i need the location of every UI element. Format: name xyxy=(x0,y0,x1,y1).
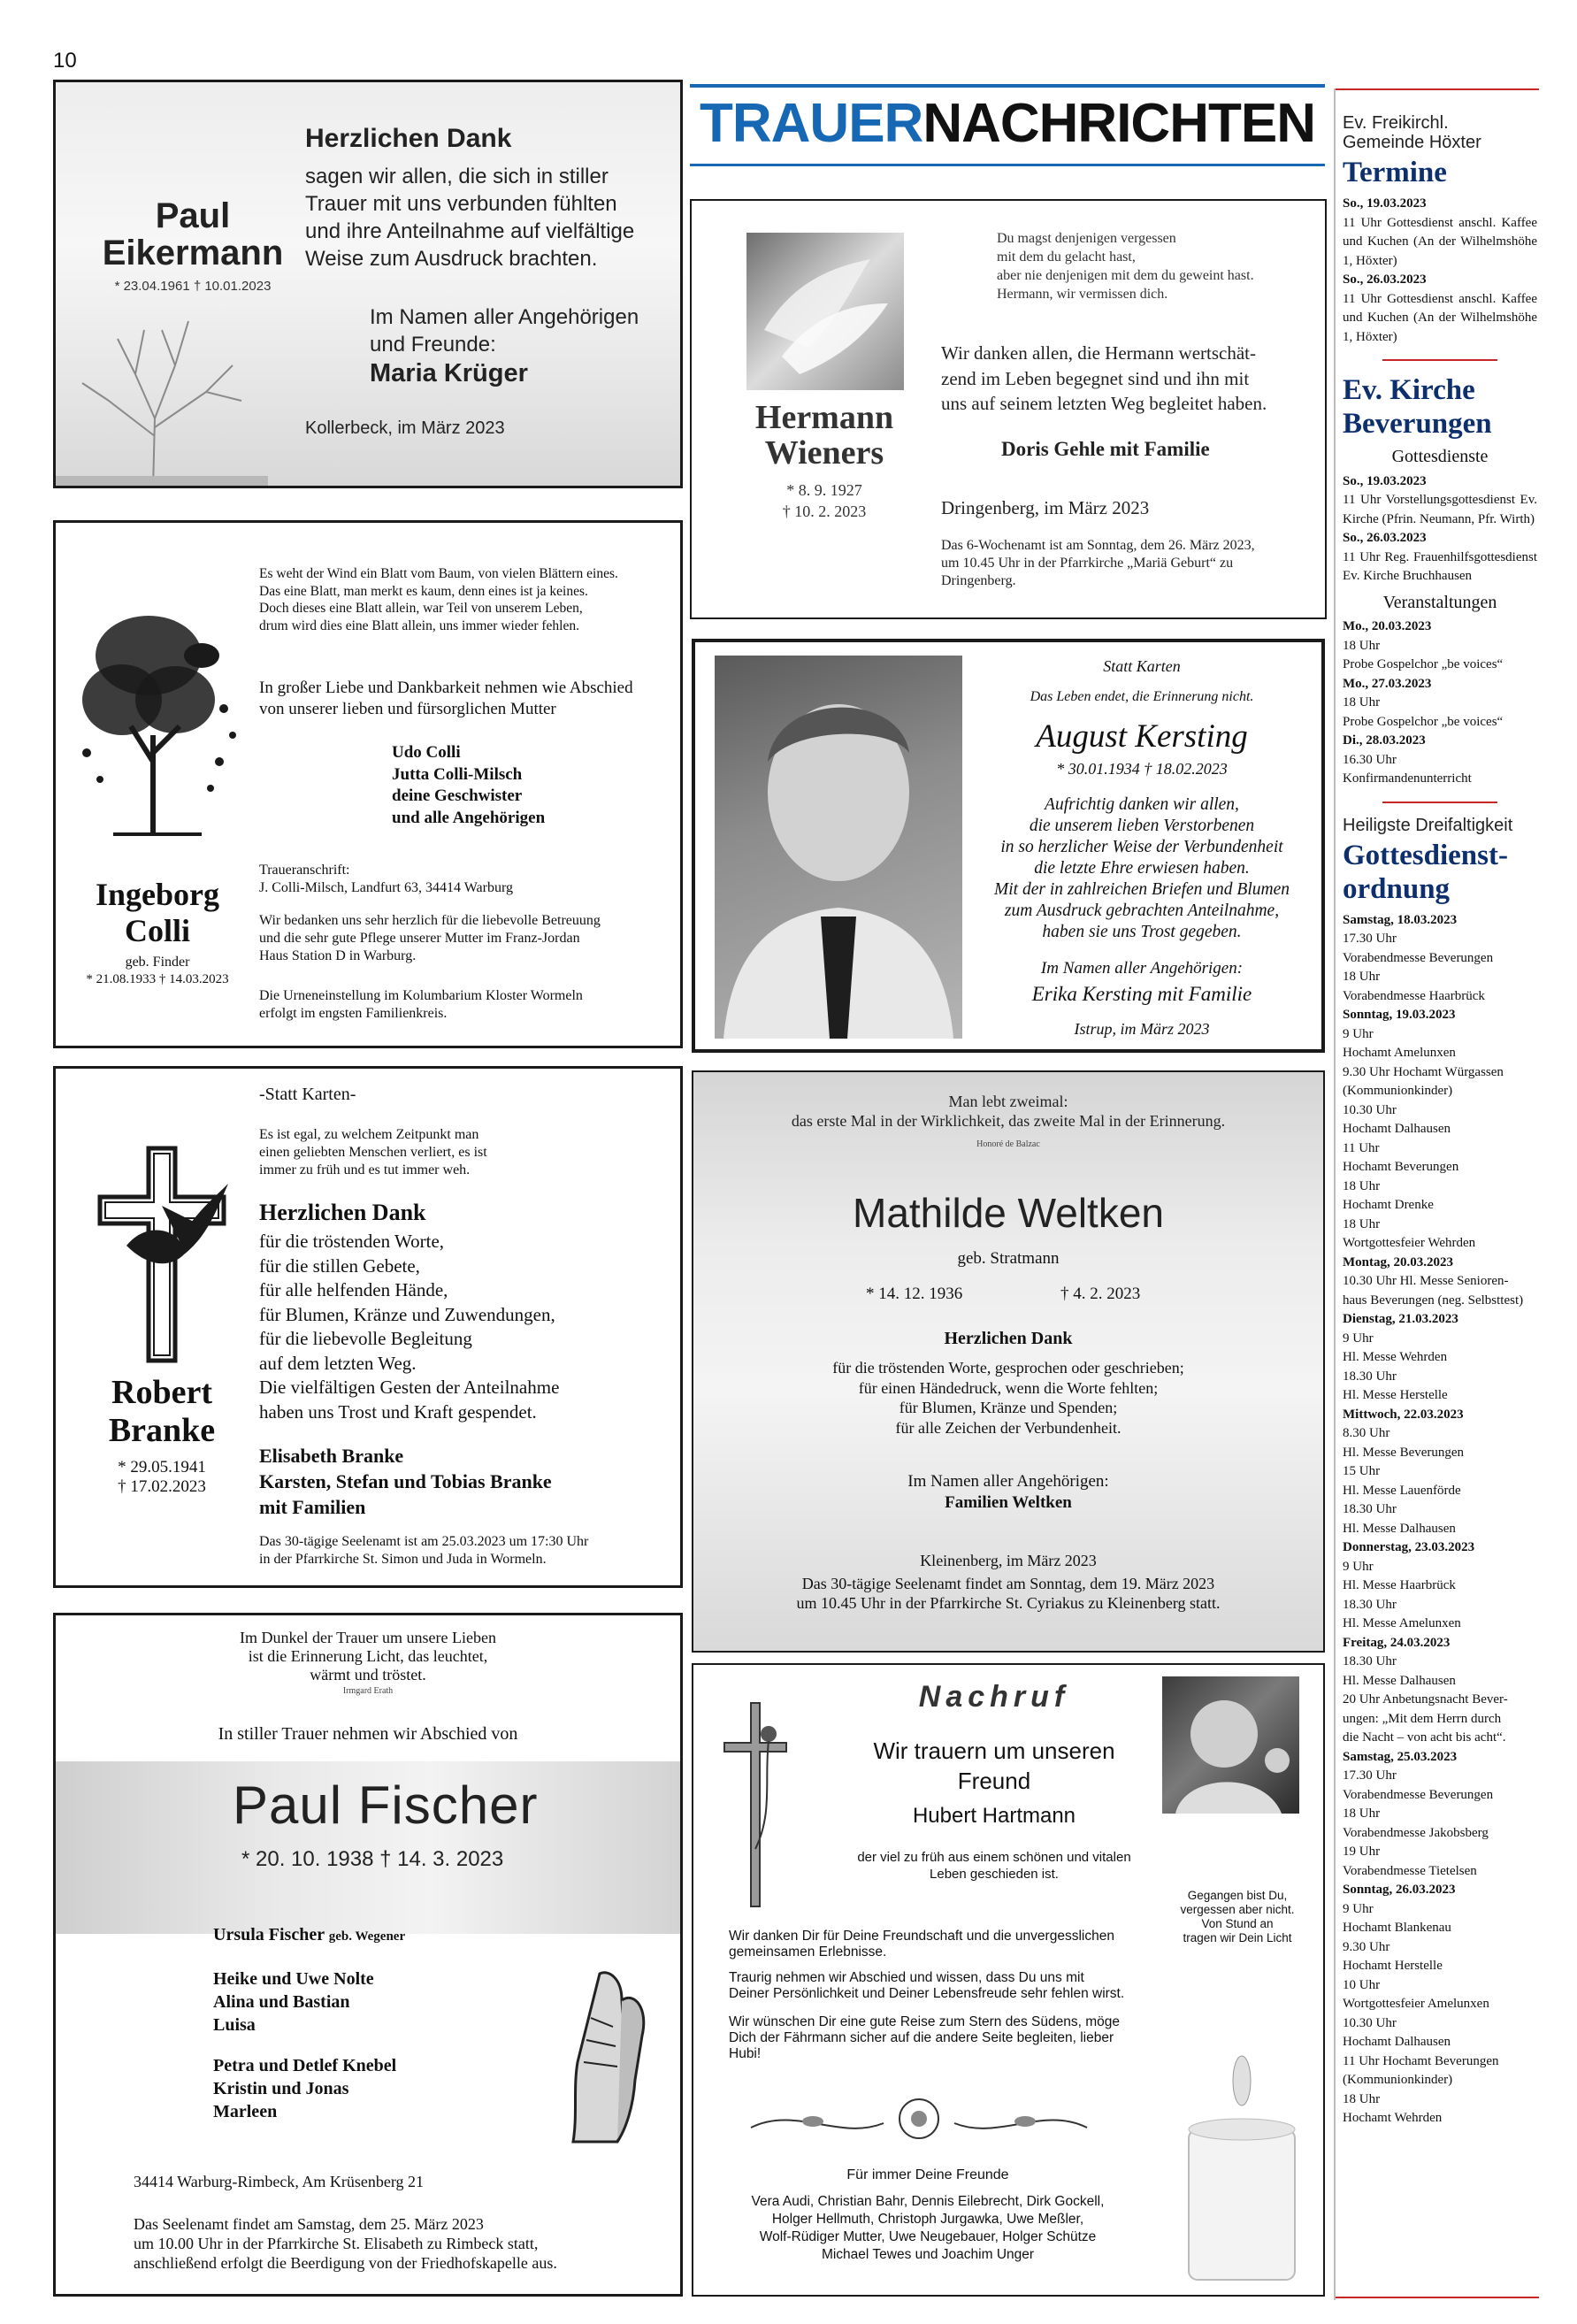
deceased-dates: * 29.05.1941 † 17.02.2023 xyxy=(118,1458,206,1496)
thanks-heading: Herzlichen Dank xyxy=(944,1329,1073,1348)
dreifaltigkeit-subtitle: Heiligste Dreifaltigkeit xyxy=(1343,815,1513,835)
intro-text: In stiller Trauer nehmen wir Abschied von xyxy=(218,1724,518,1744)
dreifaltigkeit-entry xyxy=(1343,1310,1537,1406)
paragraph-3: Wir wünschen Dir eine gute Reise zum Stern des Südens, möge Dich der Fährmann sicher auf die andere Seite begleiten, lieber Hubi! xyxy=(729,2014,1120,2061)
cross-rose-image xyxy=(720,1699,791,1911)
beverungen-entry xyxy=(1343,732,1537,789)
thanks-body: für die tröstenden Worte, für die stillen Gebete, für alle helfenden Hände, für Blumen, Kränze und Zuwendungen, für die liebevolle Begleitung auf dem letzten Weg. Die vielfältigen Gesten der Anteilnahme haben uns Trost und Kraft gespendet. xyxy=(259,1231,560,1423)
dreifaltigkeit-entry xyxy=(1343,1748,1537,1882)
requiem-info: Das 30-tägige Seelenamt ist am 25.03.2023 um 17:30 Uhr in der Pfarrkirche St. Simon und Juda in Wormeln. xyxy=(259,1534,589,1567)
entry-date: Dienstag, 21.03.2023 xyxy=(1343,1312,1458,1326)
dreifaltigkeit-entry xyxy=(1343,1254,1537,1311)
title: Nachruf xyxy=(918,1680,1070,1714)
entry-date: So., 26.03.2023 xyxy=(1343,531,1427,545)
names-intro: Im Namen aller Angehörigen: xyxy=(907,1472,1109,1491)
section-divider xyxy=(1382,359,1497,361)
motto: Das Leben endet, die Erinnerung nicht. xyxy=(1030,689,1254,704)
dreifaltigkeit-entry xyxy=(1343,1006,1537,1254)
notice-branke xyxy=(53,1066,683,1588)
notice-fischer xyxy=(53,1613,683,2297)
deceased-name: Hubert Hartmann xyxy=(912,1804,1076,1828)
entry-text: 9 Uhr Hochamt Amelunxen 9.30 Uhr Hochamt Würgassen (Kommunionkinder) 10.30 Uhr Hochamt Dalhausen 11 Uhr Hochamt Beverungen 18 Uhr Hochamt Drenke 18 Uhr Wortgottesfeier Wehrden xyxy=(1343,1026,1504,1250)
entry-date: Freitag, 24.03.2023 xyxy=(1343,1635,1451,1650)
freikirche-entry xyxy=(1343,271,1537,347)
section-title-black: NACHRICHTEN xyxy=(922,93,1315,154)
candle-image xyxy=(1175,2045,1308,2284)
hands-photo xyxy=(746,233,904,390)
dreifaltigkeit-entry xyxy=(1343,1538,1537,1634)
entry-text: 17.30 Uhr Vorabendmesse Beverungen 18 Uhr Vorabendmesse Haarbrück xyxy=(1343,932,1494,1003)
entry-date: Montag, 20.03.2023 xyxy=(1343,1254,1453,1269)
freikirche-subtitle: Ev. Freikirchl. Gemeinde Höxter xyxy=(1343,113,1481,152)
sidebar xyxy=(1343,113,1537,2128)
requiem-info: Das 30-tägige Seelenamt findet am Sonntag, dem 19. März 2023 um 10.45 Uhr in der Pfarrkirche St. Cyriakus zu Kleinenberg statt. xyxy=(796,1575,1221,1612)
mourning-address: Traueranschrift: J. Colli-Milsch, Landfurt 63, 34414 Warburg xyxy=(259,863,513,895)
entry-text: 11 Uhr Reg. Frauenhilfsgottesdienst Ev. Kirche Bruchhausen xyxy=(1343,549,1537,583)
beverungen-entry xyxy=(1343,529,1537,587)
family-names: Udo Colli Jutta Colli-Milsch deine Geschwister und alle Angehörigen xyxy=(392,743,546,827)
notice-eikermann xyxy=(53,80,683,488)
entry-date: Mittwoch, 22.03.2023 xyxy=(1343,1407,1464,1422)
entry-text: 9 Uhr Hl. Messe Wehrden 18.30 Uhr Hl. Messe Herstelle xyxy=(1343,1331,1448,1402)
entry-text: 18 Uhr Probe Gospelchor „be voices“ xyxy=(1343,695,1504,729)
deceased-name: Paul Eikermann xyxy=(102,196,284,272)
quote-author: Honoré de Balzac xyxy=(976,1139,1040,1149)
subtitle: der viel zu früh aus einem schönen und vitalen Leben geschieden ist. xyxy=(857,1850,1131,1882)
urn-text: Die Urneneinstellung im Kolumbarium Kloster Wormeln erfolgt im engsten Familienkreis. xyxy=(259,988,583,1021)
deceased-name: Mathilde Weltken xyxy=(853,1190,1164,1236)
deceased-dates: * 30.01.1934 † 18.02.2023 xyxy=(1056,760,1228,778)
intro-text: In großer Liebe und Dankbarkeit nehmen wie Abschied von unserer lieben und fürsorglichen Mutter xyxy=(259,679,633,718)
thanks-text: Wir bedanken uns sehr herzlich für die liebevolle Betreuung und die sehr gute Pflege unserer Mutter im Franz-Jordan Haus Station D in Warburg. xyxy=(259,913,601,963)
sidebar-rule-bottom xyxy=(1336,2297,1539,2298)
signer: Maria Krüger xyxy=(370,359,528,387)
paragraph-2: Traurig nehmen wir Abschied und wissen, dass Du uns mit Deiner Persönlichkeit und Deiner Lebensfreude sehr fehlen wirst. xyxy=(729,1970,1125,2001)
portrait-icon xyxy=(1162,1676,1299,1814)
deceased-name: Robert Branke xyxy=(108,1374,216,1449)
requiem-info: Das Seelenamt findet am Samstag, dem 25. März 2023 um 10.00 Uhr in der Pfarrkirche St. Elisabeth zu Rimbeck statt, anschließend erfolgt die Beerdigung von der Friedhofskapelle aus. xyxy=(134,2215,557,2272)
hands-icon xyxy=(746,233,904,390)
deceased-dates: * 8. 9. 1927 † 10. 2. 2023 xyxy=(782,481,867,520)
thanks-heading: Herzlichen Dank xyxy=(259,1200,426,1225)
statt-karten: Statt Karten xyxy=(1103,657,1181,675)
beverungen-section-services: Gottesdienste xyxy=(1391,447,1489,466)
signer: Familien Weltken xyxy=(945,1493,1072,1512)
quote: Gegangen bist Du, vergessen aber nicht. Von Stund an tragen wir Dein Licht xyxy=(1180,1889,1295,1944)
names-intro: Im Namen aller Angehörigen und Freunde: xyxy=(370,305,639,357)
deceased-name: Ingeborg Colli xyxy=(95,877,219,948)
freikirche-heading: Termine xyxy=(1343,157,1447,188)
entry-text: 11 Uhr Gottesdienst anschl. Kaffee und Kuchen (An der Wilhelmshöhe 1, Höxter) xyxy=(1343,291,1537,344)
family-names-1: Heike und Uwe Nolte Alina und Bastian Luisa xyxy=(213,1969,374,2035)
entry-text: 11 Uhr Vorstellungsgottesdienst Ev. Kirche (Pfrin. Neumann, Pfr. Wirth) xyxy=(1343,493,1537,526)
address: 34414 Warburg-Rimbeck, Am Krüsenberg 21 xyxy=(134,2173,425,2190)
entry-date: Samstag, 25.03.2023 xyxy=(1343,1749,1458,1764)
entry-text: 17.30 Uhr Vorabendmesse Beverungen 18 Uhr Vorabendmesse Jakobsberg 19 Uhr Vorabendmesse Tietelsen xyxy=(1343,1768,1494,1878)
beverungen-heading: Ev. Kirche Beverungen xyxy=(1343,374,1492,440)
birth-name: geb. Finder xyxy=(125,955,190,970)
floral-ornament-image xyxy=(742,2088,1096,2159)
bare-tree-image xyxy=(56,303,268,488)
header-rule-bottom xyxy=(690,164,1325,166)
sidebar-rule-top xyxy=(1336,88,1539,90)
praying-hands-image xyxy=(538,1965,679,2151)
entry-text: 11 Uhr Gottesdienst anschl. Kaffee und Kuchen (An der Wilhelmshöhe 1, Höxter) xyxy=(1343,215,1537,268)
notice-kersting xyxy=(692,639,1325,1053)
notice-heading: Herzlichen Dank xyxy=(305,124,512,153)
entry-date: So., 19.03.2023 xyxy=(1343,473,1427,488)
poem: Es ist egal, zu welchem Zeitpunkt man einen geliebten Menschen verliert, es ist immer zu früh und es tut immer weh. xyxy=(259,1127,487,1177)
beverungen-entry xyxy=(1343,617,1537,675)
entry-text: 9 Uhr Hochamt Blankenau 9.30 Uhr Hochamt Herstelle 10 Uhr Wortgottesfeier Amelunxen 10.30 Uhr Hochamt Dalhausen 11 Uhr Hochamt Beverungen (Kommunionkinder) 18 Uhr Hochamt Wehrden xyxy=(1343,1901,1499,2125)
place-date: Dringenberg, im März 2023 xyxy=(941,497,1150,518)
notice-body: sagen wir allen, die sich in stiller Trauer mit uns verbunden fühlten und ihre Anteilnahme auf vielfältige Weise zum Ausdruck brachten. xyxy=(305,165,635,271)
friends-names: Vera Audi, Christian Bahr, Dennis Eilebrecht, Dirk Gockell, Holger Hellmuth, Christoph Jurgawka, Uwe Meßler, Wolf-Rüdiger Mutter, Uwe Neugebauer, Holger Schütze Michael Tewes und Joachim Unger xyxy=(751,2194,1105,2262)
notice-weltken xyxy=(692,1070,1325,1653)
entry-date: Sonntag, 19.03.2023 xyxy=(1343,1008,1456,1022)
deceased-dates: * 23.04.1961 † 10.01.2023 xyxy=(114,279,272,294)
section-divider xyxy=(1382,802,1497,803)
dreifaltigkeit-heading: Gottesdienst- ordnung xyxy=(1343,839,1508,905)
paragraph-1: Wir danken Dir für Deine Freundschaft und die unvergesslichen gemeinsamen Erlebnisse. xyxy=(729,1929,1114,1960)
dreifaltigkeit-entry xyxy=(1343,1634,1537,1748)
thanks-body: Aufrichtig danken wir allen, die unserem lieben Verstorbenen in so herzlicher Weise der Verbundenheit die letzte Ehre erwiesen haben. Mit der in zahlreichen Briefen und Blumen zum Ausdruck gebrachten Anteilnahme, haben sie uns Trost gegeben. xyxy=(994,795,1290,941)
intro-text: Wir trauern um unseren Freund xyxy=(873,1737,1115,1794)
names-intro: Im Namen aller Angehörigen: xyxy=(1040,959,1244,978)
entry-date: Mo., 20.03.2023 xyxy=(1343,619,1432,633)
entry-text: 10.30 Uhr Hl. Messe Senioren- haus Beverungen (neg. Selbsttest) xyxy=(1343,1274,1524,1308)
thanks-body: Wir danken allen, die Hermann wertschät- zend im Leben begegnet sind und ihn mit uns auf seinem letzten Weg begleitet haben. xyxy=(941,342,1267,414)
place-date: Kleinenberg, im März 2023 xyxy=(920,1552,1097,1569)
dreifaltigkeit-entry xyxy=(1343,911,1537,1007)
notice-colli xyxy=(53,520,683,1048)
family-names-2: Petra und Detlef Knebel Kristin und Jonas Marleen xyxy=(213,2056,397,2121)
deceased-dates: * 21.08.1933 † 14.03.2023 xyxy=(86,972,229,986)
entry-date: Di., 28.03.2023 xyxy=(1343,733,1426,748)
entry-date: Sonntag, 26.03.2023 xyxy=(1343,1883,1456,1897)
widow-line xyxy=(213,1925,405,1945)
dreifaltigkeit-entry xyxy=(1343,1881,1537,2128)
section-title xyxy=(693,93,1322,155)
portrait-icon xyxy=(715,656,962,1039)
signer: Erika Kersting mit Familie xyxy=(1031,983,1252,1005)
signer: Doris Gehle mit Familie xyxy=(1001,438,1210,460)
deceased-dates: * 20. 10. 1938 † 14. 3. 2023 xyxy=(241,1847,504,1871)
entry-date: So., 19.03.2023 xyxy=(1343,196,1427,211)
section-title-blue: TRAUER xyxy=(700,93,923,154)
quote: Man lebt zweimal: das erste Mal in der Wirklichkeit, das zweite Mal in der Erinnerung. xyxy=(791,1093,1226,1130)
thanks-body: für die tröstenden Worte, gesprochen oder geschrieben; für einen Händedruck, wenn die Worte fehlten; für Blumen, Kränze und Spenden; für alle Zeichen der Verbundenheit. xyxy=(832,1359,1184,1437)
entry-text: 18.30 Uhr Hl. Messe Dalhausen 20 Uhr Anbetungsnacht Bever- ungen: „Mit dem Herrn durch die Nacht – von acht bis acht“. xyxy=(1343,1654,1508,1745)
header-rule-top xyxy=(690,84,1325,88)
family-names: Elisabeth Branke Karsten, Stefan und Tobias Branke mit Familien xyxy=(259,1445,552,1518)
deceased-name: Hermann Wieners xyxy=(754,399,894,472)
entry-text: 18 Uhr Probe Gospelchor „be voices“ xyxy=(1343,638,1504,671)
birth-name: geb. Stratmann xyxy=(957,1249,1060,1268)
deceased-name: Paul Fischer xyxy=(233,1776,539,1835)
poem: Es weht der Wind ein Blatt vom Baum, von vielen Blättern eines. Das eine Blatt, man merkt es kaum, denn eines ist ja keines. Doch dieses eine Blatt allein, war Teil von unserem Leben, drum wird dies eine Blatt allein, uns immer wieder fehlen. xyxy=(259,566,618,633)
place-date: Kollerbeck, im März 2023 xyxy=(305,418,505,438)
widow-birth-name: geb. Wegener xyxy=(328,1929,406,1944)
page-number: 10 xyxy=(53,49,77,73)
notice-wieners xyxy=(690,199,1327,619)
entry-text: 9 Uhr Hl. Messe Haarbrück 18.30 Uhr Hl. Messe Amelunxen xyxy=(1343,1559,1461,1630)
death-date: † 4. 2. 2023 xyxy=(1060,1285,1141,1303)
tree-leaves-image xyxy=(69,602,246,841)
entry-date: Samstag, 18.03.2023 xyxy=(1343,912,1458,927)
beverungen-entry xyxy=(1343,675,1537,732)
widow-name: Ursula Fischer xyxy=(213,1925,325,1944)
freikirche-entry xyxy=(1343,195,1537,271)
poem-author: Irmgard Erath xyxy=(342,1686,394,1696)
sidebar-divider xyxy=(1334,88,1336,2300)
beverungen-entry xyxy=(1343,472,1537,530)
portrait-photo xyxy=(1162,1676,1299,1814)
notice-hartmann xyxy=(692,1663,1325,2297)
friends-intro: Für immer Deine Freunde xyxy=(846,2167,1009,2182)
statt-karten: -Statt Karten- xyxy=(259,1085,356,1104)
entry-text: 8.30 Uhr Hl. Messe Beverungen 15 Uhr Hl. Messe Lauenförde 18.30 Uhr Hl. Messe Dalhausen xyxy=(1343,1426,1465,1536)
cross-dove-image xyxy=(91,1144,233,1365)
poem: Im Dunkel der Trauer um unsere Lieben ist die Erinnerung Licht, das leuchtet, wärmt und tröstet. xyxy=(240,1629,496,1684)
entry-date: Donnerstag, 23.03.2023 xyxy=(1343,1540,1475,1554)
entry-text: 16.30 Uhr Konfirmandenunterricht xyxy=(1343,752,1472,786)
entry-date: Mo., 27.03.2023 xyxy=(1343,676,1432,691)
deceased-name: August Kersting xyxy=(1036,718,1248,755)
portrait-photo xyxy=(715,656,962,1039)
dreifaltigkeit-entry xyxy=(1343,1406,1537,1539)
requiem-info: Das 6-Wochenamt ist am Sonntag, dem 26. März 2023, um 10.45 Uhr in der Pfarrkirche „Mariä Geburt“ zu Dringenberg. xyxy=(941,538,1255,588)
entry-date: So., 26.03.2023 xyxy=(1343,272,1427,287)
beverungen-section-events: Veranstaltungen xyxy=(1382,592,1497,612)
place-date: Istrup, im März 2023 xyxy=(1074,1020,1210,1038)
poem: Du magst denjenigen vergessen mit dem du gelacht hast, aber nie denjenigen mit dem du geweint hast. Hermann, wir vermissen dich. xyxy=(997,231,1254,302)
birth-date: * 14. 12. 1936 xyxy=(866,1285,963,1303)
